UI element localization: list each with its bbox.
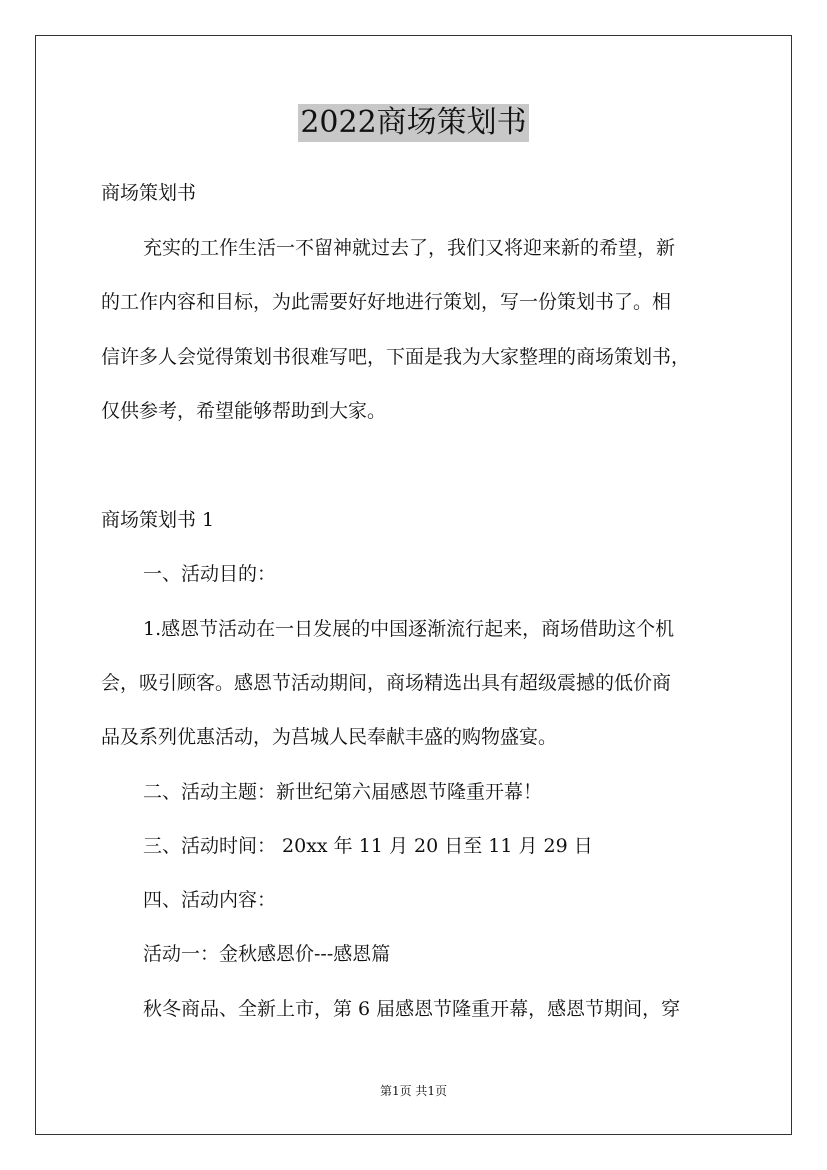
title-container	[0, 104, 827, 142]
section-heading-time: 三、活动时间： 20xx 年 11 月 20 日至 11 月 29 日	[143, 835, 593, 857]
section-heading-theme: 二、活动主题：新世纪第六届感恩节隆重开幕！	[143, 781, 543, 803]
document-title: 2022商场策划书	[300, 105, 527, 140]
body-line: 1.感恩节活动在一日发展的中国逐渐流行起来，商场借助这个机	[143, 618, 675, 640]
intro-line: 充实的工作生活一不留神就过去了，我们又将迎来新的希望，新	[143, 237, 676, 259]
body-line: 会，吸引顾客。感恩节活动期间，商场精选出具有超级震撼的低价商	[101, 672, 672, 694]
section-title: 商场策划书 1	[101, 509, 215, 531]
section-heading-content: 四、活动内容：	[143, 889, 277, 911]
body-line: 品及系列优惠活动，为莒城人民奉献丰盛的购物盛宴。	[101, 726, 558, 748]
page-footer: 第1页 共1页	[379, 1084, 448, 1098]
intro-line: 信许多人会觉得策划书很难写吧，下面是我为大家整理的商场策划书，	[101, 346, 691, 368]
section-heading-purpose: 一、活动目的：	[143, 563, 277, 585]
intro-line: 仅供参考，希望能够帮助到大家。	[101, 400, 387, 422]
intro-line: 的工作内容和目标，为此需要好好地进行策划，写一份策划书了。相	[101, 291, 672, 313]
document-subtitle: 商场策划书	[101, 182, 197, 204]
activity-title: 活动一：金秋感恩价---感恩篇	[143, 943, 391, 965]
body-line: 秋冬商品、全新上市，第 6 届感恩节隆重开幕，感恩节期间，穿	[143, 998, 681, 1020]
